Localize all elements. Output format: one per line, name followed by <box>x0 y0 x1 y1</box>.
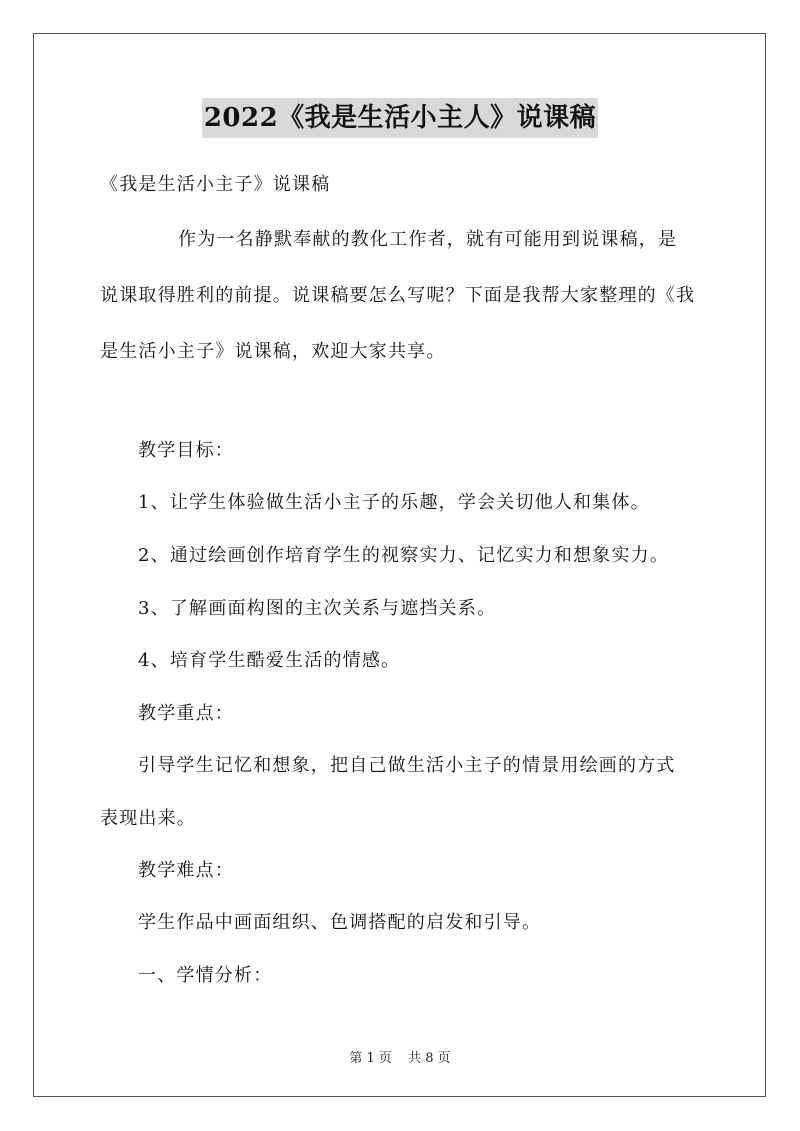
document-title: 2022《我是生活小主人》说课稿 <box>202 98 598 138</box>
page-total: 共 8 页 <box>408 1051 451 1066</box>
goal-item-4: 4、培育学生酷爱生活的情感。 <box>138 650 401 671</box>
goal-item-1: 1、让学生体验做生活小主子的乐趣，学会关切他人和集体。 <box>138 492 650 513</box>
key-heading: 教学重点： <box>138 703 234 724</box>
difficulty-heading: 教学难点： <box>138 860 234 881</box>
intro-line-2: 说课取得胜利的前提。说课稿要怎么写呢？下面是我帮大家整理的《我 <box>100 285 696 306</box>
goal-item-2: 2、通过绘画创作培育学生的视察实力、记忆实力和想象实力。 <box>138 545 670 566</box>
document-subtitle: 《我是生活小主子》说课稿 <box>100 174 331 195</box>
key-point-line-1: 引导学生记忆和想象，把自己做生活小主子的情景用绘画的方式 <box>138 755 676 776</box>
intro-line-1: 作为一名静默奉献的教化工作者，就有可能用到说课稿，是 <box>178 229 678 250</box>
key-point-line-2: 表现出来。 <box>100 808 196 829</box>
page-footer <box>0 1047 800 1066</box>
title-container <box>0 98 800 138</box>
goal-item-3: 3、了解画面构图的主次关系与遮挡关系。 <box>138 598 497 619</box>
section-heading-1: 一、学情分析： <box>138 965 273 986</box>
difficulty-text: 学生作品中画面组织、色调搭配的启发和引导。 <box>138 912 542 933</box>
goals-heading: 教学目标： <box>138 440 234 461</box>
page-number: 第 1 页 <box>349 1051 392 1066</box>
intro-line-3: 是生活小主子》说课稿，欢迎大家共享。 <box>100 341 446 362</box>
